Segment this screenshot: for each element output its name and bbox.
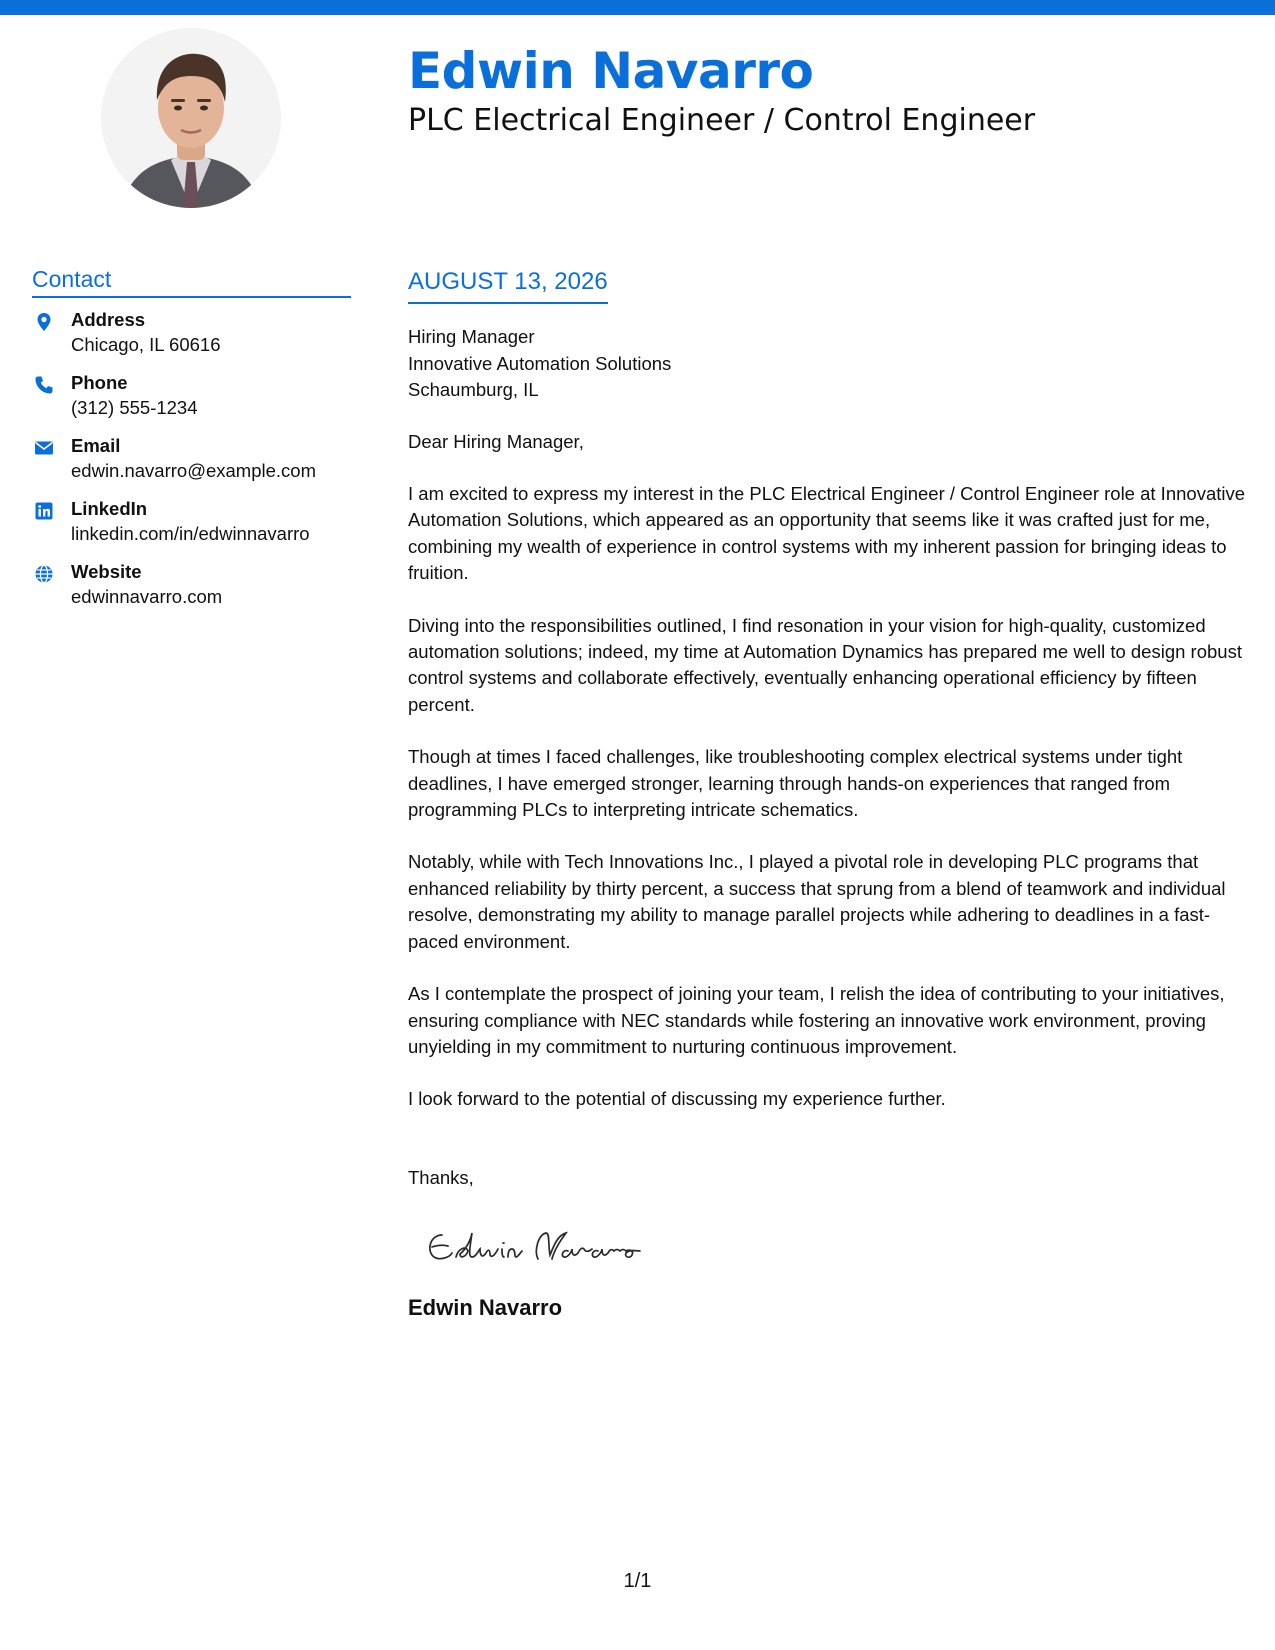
accent-top-bar [0,0,1275,15]
letter-body [408,268,1248,1321]
contact-value: Chicago, IL 60616 [71,334,221,355]
recipient-line: Hiring Manager [408,326,535,347]
header-name: Edwin Navarro [408,42,814,100]
contact-label: Address [71,309,146,330]
letter-paragraph: I look forward to the potential of discussing my experience further. [408,1088,946,1110]
contact-item-website [32,560,351,610]
salutation: Dear Hiring Manager, [408,430,584,452]
closing: Thanks, [408,1166,474,1188]
letter-paragraph: Notably, while with Tech Innovations Inc., I played a pivotal role in developing PLC programs that enhanced reliability by thirty percent, a success that sprung from a blend of teamwork and individual resolve, demonstrating my ability to manage parallel projects while adhering to deadlines in a fast-paced environment. [408,851,1226,952]
contact-item-email [32,434,351,484]
signer-name: Edwin Navarro [408,1294,563,1320]
contact-heading: Contact [32,266,351,298]
profile-photo [101,28,281,208]
contact-value: edwin.navarro@example.com [71,460,316,481]
letter-paragraph: As I contemplate the prospect of joining your team, I relish the idea of contributing to your initiatives, ensuring compliance with NEC standards while fostering an innovative work environment, proving unyielding in my commitment to nurturing continuous improvement. [408,983,1225,1057]
page-number: 1/1 [623,1570,652,1592]
contact-value: edwinnavarro.com [71,586,223,607]
envelope-icon [34,438,54,458]
linkedin-icon [34,501,54,521]
contact-item-phone [32,371,351,421]
contact-label: Website [71,561,142,582]
phone-icon [34,375,54,395]
letter-paragraph: Diving into the responsibilities outlined, I find resonation in your vision for high-quality, customized automation solutions; indeed, my time at Automation Dynamics has prepared me well to design robust control systems and collaborate effectively, eventually enhancing operational efficiency by fifteen percent. [408,614,1242,715]
contact-label: Email [71,435,121,456]
letter-paragraph: Though at times I faced challenges, like troubleshooting complex electrical systems under tight deadlines, I have emerged stronger, learning through hands-on experiences that ranged from programming PLCs to interpreting intricate schematics. [408,746,1183,821]
globe-icon [34,564,54,584]
map-pin-icon [34,312,54,332]
recipient-line: Schaumburg, IL [408,379,539,400]
contact-label: Phone [71,372,128,393]
contact-sidebar [32,266,351,623]
contact-label: LinkedIn [71,498,148,519]
letter-paragraph: I am excited to express my interest in the PLC Electrical Engineer / Control Engineer role at Innovative Automation Solutions, which appeared as an opportunity that seems like it was crafted just for me, combining my wealth of experience in control systems with my inherent passion for bringing ideas to fruition. [408,483,1246,584]
contact-item-address [32,308,351,358]
recipient-line: Innovative Automation Solutions [408,352,672,374]
contact-value: linkedin.com/in/edwinnavarro [71,523,310,544]
contact-item-linkedin [32,497,351,547]
header-job-title: PLC Electrical Engineer / Control Engineer [408,103,1036,138]
handwritten-signature [420,1221,660,1273]
contact-value: (312) 555-1234 [71,397,198,418]
recipient-block [408,324,1248,404]
letter-date: AUGUST 13, 2026 [408,268,608,304]
